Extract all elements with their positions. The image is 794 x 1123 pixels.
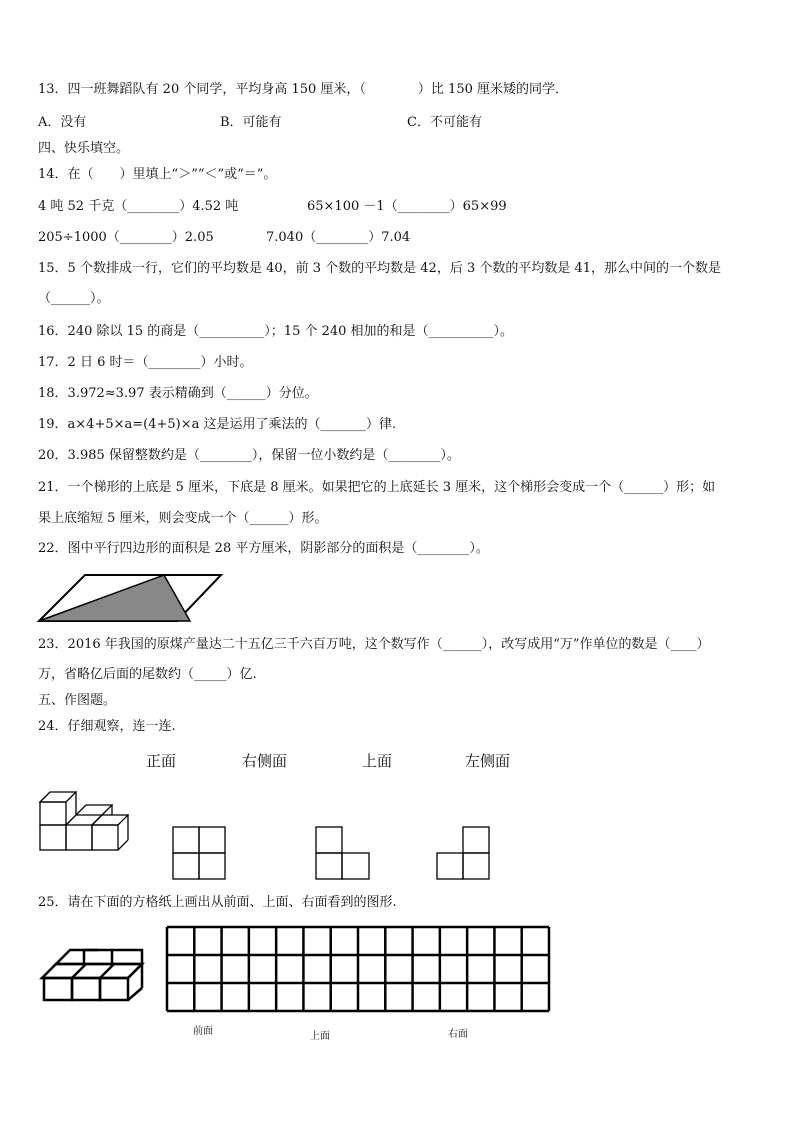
view-option-2x2-square bbox=[172, 826, 228, 882]
q17-text: 17．2 日 6 时＝（________）小时。 bbox=[38, 355, 253, 370]
q22-text: 22．图中平行四边形的面积是 28 平方厘米，阴影部分的面积是（________）。 bbox=[38, 541, 489, 556]
q21-line-2: 果上底缩短 5 厘米，则会变成一个（______）形。 bbox=[38, 511, 328, 526]
q18-text: 18．3.972≈3.97 表示精确到（______）分位。 bbox=[38, 386, 318, 401]
view-option-l-shape-right bbox=[436, 826, 492, 882]
q14-stem: 14．在（ ）里填上“＞”“＜”或“＝”。 bbox=[38, 167, 277, 182]
q15-line-2: （______）。 bbox=[38, 291, 110, 306]
q23-line-2: 万，省略亿后面的尾数约（_____）亿. bbox=[38, 667, 257, 682]
grid-label-top: 上面 bbox=[310, 1031, 330, 1042]
section-4-title: 四、快乐填空。 bbox=[38, 141, 130, 156]
view-label-front: 正面 bbox=[146, 752, 177, 770]
q21-line-1: 21．一个梯形的上底是 5 厘米，下底是 8 厘米。如果把它的上底延长 3 厘米，这个梯形会变成一个（______）形；如 bbox=[38, 480, 716, 495]
view-label-right: 右侧面 bbox=[242, 752, 288, 770]
q23-line-1: 23．2016 年我国的原煤产量达二十五亿三千六百万吨，这个数写作（______），改写成用“万”作单位的数是（____） bbox=[38, 637, 710, 652]
q13-option-c: C．不可能有 bbox=[407, 115, 482, 130]
q15-line-1: 15．5 个数排成一行，它们的平均数是 40，前 3 个数的平均数是 42，后 3 个数的平均数是 41，那么中间的一个数是 bbox=[38, 261, 722, 276]
q13-option-a: A．没有 bbox=[38, 115, 87, 130]
q24-cube-solid bbox=[36, 782, 148, 854]
q20-text: 20．3.985 保留整数约是（________），保留一位小数约是（________）。 bbox=[38, 448, 460, 463]
q25-stem: 25．请在下面的方格纸上画出从前面、上面、右面看到的图形. bbox=[38, 895, 397, 910]
grid-label-right: 右面 bbox=[448, 1029, 468, 1040]
q13-option-b: B．可能有 bbox=[220, 115, 282, 130]
q14-item-3: 205÷1000（________）2.05 bbox=[38, 230, 214, 245]
section-5-title: 五、作图题。 bbox=[38, 693, 117, 708]
q14-item-4: 7.040（________）7.04 bbox=[266, 230, 411, 245]
grid-label-front: 前面 bbox=[193, 1026, 213, 1037]
q25-cube-solid bbox=[38, 944, 150, 1006]
q13-stem: 13．四一班舞蹈队有 20 个同学，平均身高 150 厘米，（ ）比 150 厘米矮的同学． bbox=[38, 82, 569, 97]
view-label-top: 上面 bbox=[362, 752, 393, 770]
view-option-l-shape-left bbox=[315, 826, 373, 882]
view-label-left: 左侧面 bbox=[465, 752, 511, 770]
q16-text: 16．240 除以 15 的商是（__________）；15 个 240 相加的和是（__________）。 bbox=[38, 324, 514, 339]
q14-item-1: 4 吨 52 千克（________）4.52 吨 bbox=[38, 199, 239, 214]
q24-stem: 24．仔细观察，连一连. bbox=[38, 719, 176, 734]
parallelogram-figure bbox=[36, 572, 226, 624]
q14-item-2: 65×100 －1（________）65×99 bbox=[307, 199, 507, 214]
q25-square-grid bbox=[164, 924, 552, 1014]
q19-text: 19．a×4+5×a=(4+5)×a 这是运用了乘法的（_______）律. bbox=[38, 417, 397, 432]
